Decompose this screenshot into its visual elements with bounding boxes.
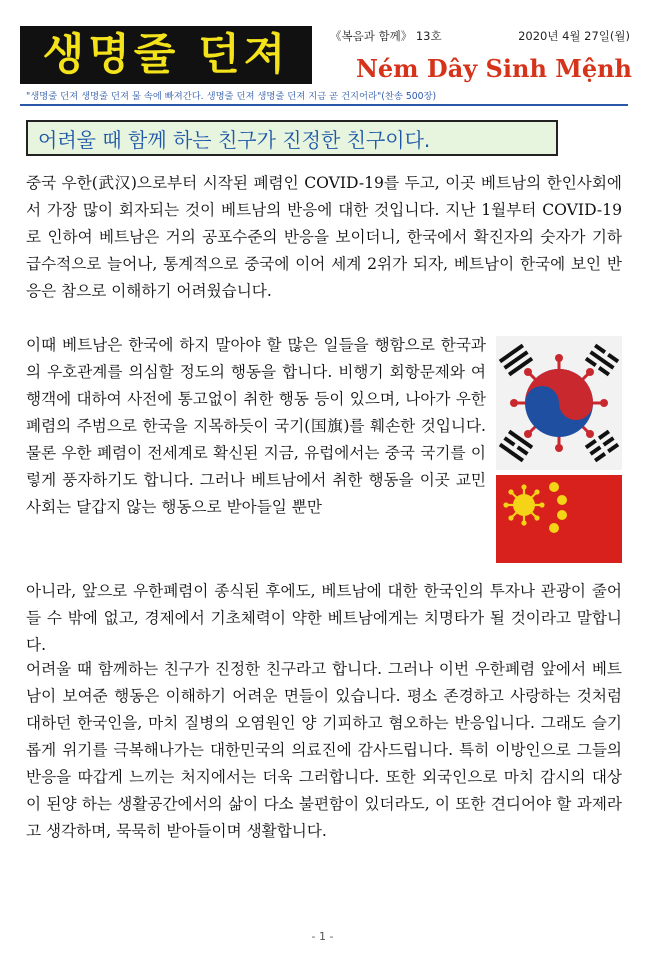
issue-label: 《복음과 함께》 13호 <box>330 29 442 43</box>
paragraph-2: 이때 베트남은 한국에 하지 말아야 할 많은 일들을 행함으로 한국과의 우호관계를 의심할 정도의 행동을 합니다. 비행기 회항문제와 여행객에 대하여 사전에 통고없이 취한 행동 등이 있으며, 나아가 우한폐렴의 주범으로 한국을 지목하듯이 국기(国旗)를 훼손한 것입니다. 물론 우한 폐렴이 전세계로 확신된 지금, 유럽에서는 중국 국기를 이렇게 풍자하기도 합니다. 그러나 베트남에서 취한 행동을 이곳 교민사회는 달갑지 않는 행동으로 받아들일 뿐만 <box>26 336 486 516</box>
issue-info <box>330 28 630 44</box>
header-divider <box>20 104 628 106</box>
logo <box>20 26 312 84</box>
headline-text: 어려울 때 함께 하는 친구가 진정한 친구이다. <box>38 127 431 152</box>
chinese-flag-virus-image <box>496 475 622 563</box>
paragraph-3: 아니라, 앞으로 우한폐렴이 종식된 후에도, 베트남에 대한 한국인의 투자나 관광이 줄어들 수 밖에 없고, 경제에서 기초체력이 약한 베트남에게는 치명타가 될 것이라고 말합니다. <box>26 582 622 654</box>
logo-text: 생명줄 던져 <box>42 29 290 80</box>
vietnamese-title: Ném Dây Sinh Mệnh <box>355 54 632 83</box>
motto: "생명줄 던져 생명줄 던져 물 속에 빠져간다. 생명줄 던져 생명줄 던져 지금 곧 건지어라"(찬송 500장) <box>26 91 437 102</box>
paragraph-1: 중국 우한(武汉)으로부터 시작된 폐렴인 COVID-19를 두고, 이곳 베트남의 한인사회에서 가장 많이 회자되는 것이 베트남의 반응에 대한 것입니다. 지난 1월부터 COVID-19로 인하여 베트남은 거의 공포수준의 반응을 보이더니, 한국에서 확진자의 숫자가 기하급수적으로 늘어나, 통계적으로 중국에 이어 세계 2위가 되자, 베트남이 한국에 보인 반응은 참으로 이해하기 어려웠습니다. <box>26 174 622 300</box>
headline-box <box>26 120 558 156</box>
paragraph-4: 어려울 때 함께하는 친구가 진정한 친구라고 합니다. 그러나 이번 우한폐렴 앞에서 베트남이 보여준 행동은 이해하기 어려운 면들이 있습니다. 평소 존경하고 사랑하는 것처럼 대하던 한국인을, 마치 질병의 오염원인 양 기피하고 혐오하는 반응입니다. 그래도 슬기롭게 위기를 극복해나가는 대한민국의 의료진에 감사드립니다. 특히 이방인으로 그들의 반응을 따갑게 느끼는 처지에서는 더욱 그러합니다. 또한 외국인으로 마치 감시의 대상이 된양 하는 생활공간에서의 삶이 다소 불편함이 있더라도, 이 또한 견디어야 할 과제라고 생각하며, 묵묵히 받아들이며 생활합니다. <box>26 660 622 840</box>
issue-date: 2020년 4월 27일(월) <box>518 29 630 43</box>
korean-flag-virus-image <box>496 336 622 470</box>
page-number: - 1 - <box>311 930 334 943</box>
